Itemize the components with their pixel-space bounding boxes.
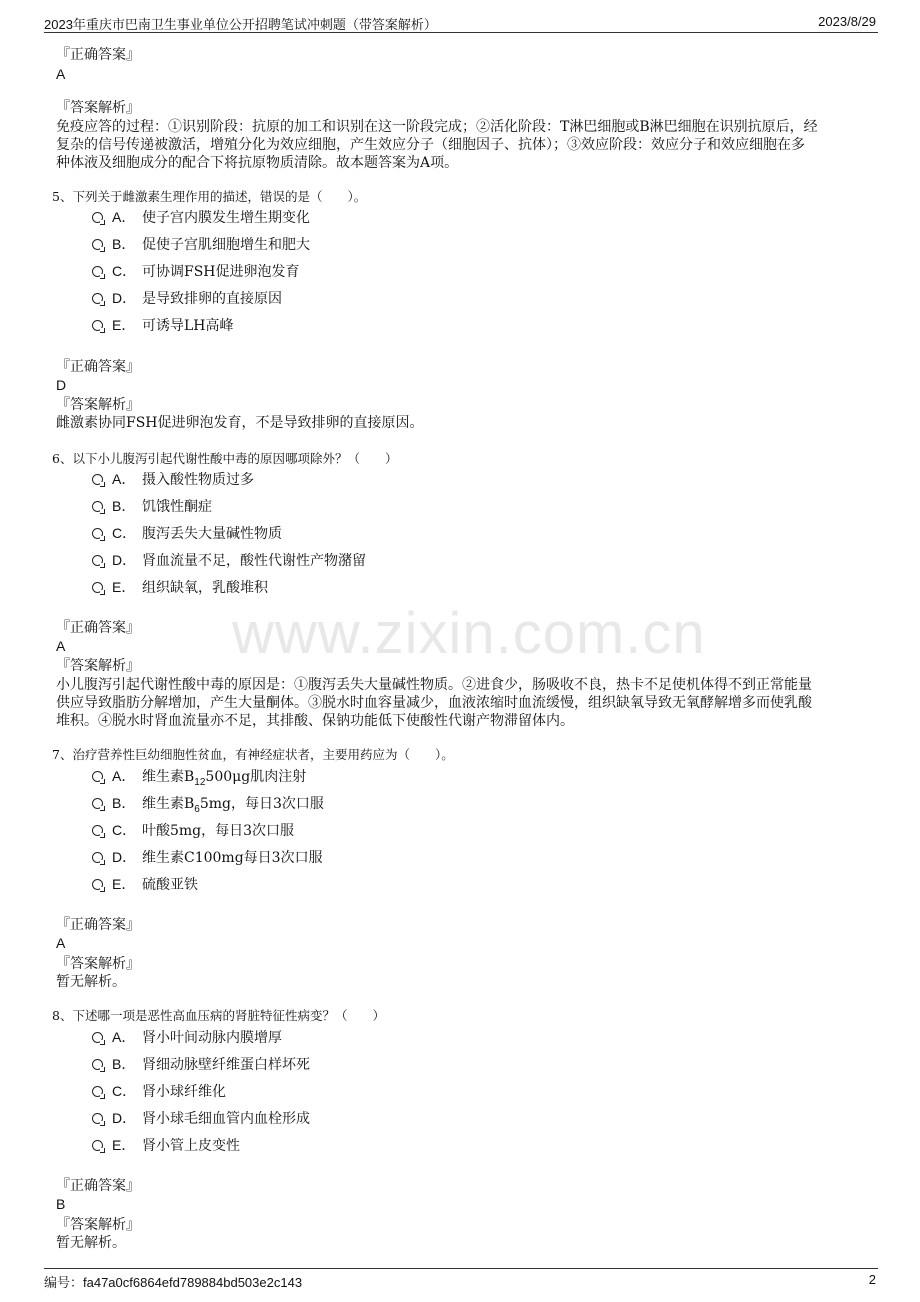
option-d[interactable] — [92, 848, 323, 867]
option-letter: B． — [112, 795, 136, 811]
radio-icon[interactable] — [92, 239, 103, 250]
option-c[interactable] — [92, 524, 282, 543]
option-d[interactable] — [92, 1109, 310, 1128]
radio-icon[interactable] — [92, 771, 103, 782]
option-text: 腹泻丢失大量碱性物质 — [142, 526, 282, 542]
option-text: 可诱导LH高峰 — [142, 318, 234, 334]
option-letter: A． — [112, 1029, 136, 1045]
option-b[interactable] — [92, 794, 324, 819]
radio-icon[interactable] — [92, 266, 103, 277]
option-text: 肾细动脉壁纤维蛋白样坏死 — [142, 1057, 310, 1073]
radio-icon[interactable] — [92, 320, 103, 331]
option-text: 组织缺氧，乳酸堆积 — [142, 580, 268, 596]
document-title: 2023年重庆市巴南卫生事业单位公开招聘笔试冲刺题（带答案解析） — [44, 17, 437, 32]
radio-icon[interactable] — [92, 1140, 103, 1151]
option-c[interactable] — [92, 262, 300, 281]
option-letter: A． — [112, 209, 136, 225]
option-text: 肾小球毛细血管内血栓形成 — [142, 1111, 310, 1127]
correct-answer-label: 『正确答案』 — [56, 47, 140, 63]
analysis-label: 『答案解析』 — [56, 100, 140, 116]
correct-answer-value: D — [56, 377, 67, 393]
option-letter: A． — [112, 471, 136, 487]
correct-answer-label: 『正确答案』 — [56, 917, 140, 933]
analysis-text: 暂无解析。 — [56, 1235, 126, 1251]
correct-answer-label: 『正确答案』 — [56, 620, 140, 636]
radio-icon[interactable] — [92, 1032, 103, 1043]
question-text: 8、下述哪一项是恶性高血压病的肾脏特征性病变？（ ） — [52, 1008, 385, 1023]
analysis-text: 免疫应答的过程：①识别阶段：抗原的加工和识别在这一阶段完成；②活化阶段：T淋巴细胞或B淋巴细胞在识别抗原后，经 — [56, 119, 818, 135]
question-text: 6、以下小儿腹泻引起代谢性酸中毒的原因哪项除外？（ ） — [52, 451, 398, 466]
option-text: 维生素B — [142, 769, 195, 785]
option-a[interactable] — [92, 767, 306, 792]
correct-answer-label: 『正确答案』 — [56, 359, 140, 375]
question-text: 5、下列关于雌激素生理作用的描述，错误的是（ ）。 — [52, 189, 367, 204]
option-d[interactable] — [92, 551, 366, 570]
analysis-text: 小儿腹泻引起代谢性酸中毒的原因是：①腹泻丢失大量碱性物质。②进食少，肠吸收不良，热卡不足使机体得不到正常能量 — [56, 677, 812, 693]
option-letter: B． — [112, 498, 136, 514]
option-text: 促使子宫肌细胞增生和肥大 — [142, 237, 310, 253]
option-letter: A． — [112, 768, 136, 784]
option-letter: C． — [112, 1083, 137, 1099]
option-letter: C． — [112, 525, 137, 541]
subscript: 6 — [194, 803, 200, 815]
radio-icon[interactable] — [92, 555, 103, 566]
option-text: 肾血流量不足，酸性代谢性产物潴留 — [142, 553, 366, 569]
option-text: 维生素B — [142, 796, 195, 812]
option-letter: C． — [112, 822, 137, 838]
option-text: 500μg肌肉注射 — [205, 769, 307, 785]
option-e[interactable] — [92, 316, 234, 335]
option-letter: E． — [112, 317, 136, 333]
radio-icon[interactable] — [92, 212, 103, 223]
subscript: 12 — [194, 776, 206, 788]
option-text: 叶酸5mg，每日3次口服 — [142, 823, 295, 839]
option-b[interactable] — [92, 1055, 310, 1074]
analysis-label: 『答案解析』 — [56, 397, 140, 413]
option-text: 饥饿性酮症 — [142, 499, 212, 515]
option-text: 是导致排卵的直接原因 — [142, 291, 282, 307]
radio-icon[interactable] — [92, 582, 103, 593]
option-letter: E． — [112, 579, 136, 595]
analysis-label: 『答案解析』 — [56, 1217, 140, 1233]
page-footer — [44, 1268, 878, 1291]
document-code: 编号：fa47a0cf6864efd789884bd503e2c143 — [44, 1275, 303, 1290]
analysis-text: 供应导致脂肪分解增加，产生大量酮体。③脱水时血容量减少，血液浓缩时血流缓慢，组织缺氧导致无氧酵解增多而使乳酸 — [56, 695, 812, 711]
radio-icon[interactable] — [92, 474, 103, 485]
radio-icon[interactable] — [92, 293, 103, 304]
analysis-text: 复杂的信号传递被激活，增殖分化为效应细胞，产生效应分子（细胞因子、抗体）；③效应阶段：效应分子和效应细胞在多 — [56, 137, 805, 153]
option-e[interactable] — [92, 1136, 240, 1155]
option-letter: C． — [112, 263, 137, 279]
radio-icon[interactable] — [92, 528, 103, 539]
option-c[interactable] — [92, 821, 294, 840]
analysis-text: 堆积。④脱水时肾血流量亦不足，其排酸、保钠功能低下使酸性代谢产物滞留体内。 — [56, 713, 574, 729]
option-text: 硫酸亚铁 — [142, 877, 198, 893]
watermark: www.zixin.com.cn — [232, 601, 706, 666]
option-e[interactable] — [92, 578, 268, 597]
option-c[interactable] — [92, 1082, 226, 1101]
option-letter: B． — [112, 236, 136, 252]
option-text: 肾小球纤维化 — [142, 1084, 226, 1100]
page-header — [44, 12, 878, 33]
option-letter: D． — [112, 552, 137, 568]
option-text: 维生素C100mg每日3次口服 — [142, 850, 323, 866]
correct-answer-value: B — [56, 1196, 66, 1212]
correct-answer-value: A — [56, 638, 66, 654]
option-letter: D． — [112, 290, 137, 306]
option-letter: E． — [112, 1137, 136, 1153]
document-date: 2023/8/29 — [818, 14, 876, 29]
option-a[interactable] — [92, 208, 310, 227]
option-a[interactable] — [92, 470, 254, 489]
radio-icon[interactable] — [92, 1059, 103, 1070]
option-a[interactable] — [92, 1028, 282, 1047]
option-b[interactable] — [92, 235, 310, 254]
question-text: 7、治疗营养性巨幼细胞性贫血，有神经症状者，主要用药应为（ ）。 — [52, 747, 454, 762]
option-d[interactable] — [92, 289, 282, 308]
correct-answer-label: 『正确答案』 — [56, 1178, 140, 1194]
radio-icon[interactable] — [92, 825, 103, 836]
option-text: 肾小叶间动脉内膜增厚 — [142, 1030, 282, 1046]
option-letter: D． — [112, 1110, 137, 1126]
option-text: 可协调FSH促进卵泡发育 — [142, 264, 300, 280]
option-text: 5mg，每日3次口服 — [199, 796, 324, 812]
option-letter: B． — [112, 1056, 136, 1072]
option-text: 使子宫内膜发生增生期变化 — [142, 210, 310, 226]
analysis-text: 暂无解析。 — [56, 974, 126, 990]
correct-answer-value: A — [56, 935, 66, 951]
analysis-label: 『答案解析』 — [56, 956, 140, 972]
analysis-text: 雌激素协同FSH促进卵泡发育，不是导致排卵的直接原因。 — [56, 415, 424, 431]
radio-icon[interactable] — [92, 879, 103, 890]
option-letter: E． — [112, 876, 136, 892]
correct-answer-value: A — [56, 66, 66, 82]
option-e[interactable] — [92, 875, 198, 894]
radio-icon[interactable] — [92, 798, 103, 809]
radio-icon[interactable] — [92, 501, 103, 512]
option-letter: D． — [112, 849, 137, 865]
option-b[interactable] — [92, 497, 212, 516]
option-text: 摄入酸性物质过多 — [142, 472, 254, 488]
analysis-text: 种体液及细胞成分的配合下将抗原物质清除。故本题答案为A项。 — [56, 155, 459, 171]
option-text: 肾小管上皮变性 — [142, 1138, 240, 1154]
radio-icon[interactable] — [92, 1086, 103, 1097]
page-number: 2 — [868, 1272, 876, 1287]
radio-icon[interactable] — [92, 1113, 103, 1124]
radio-icon[interactable] — [92, 852, 103, 863]
analysis-label: 『答案解析』 — [56, 658, 140, 674]
